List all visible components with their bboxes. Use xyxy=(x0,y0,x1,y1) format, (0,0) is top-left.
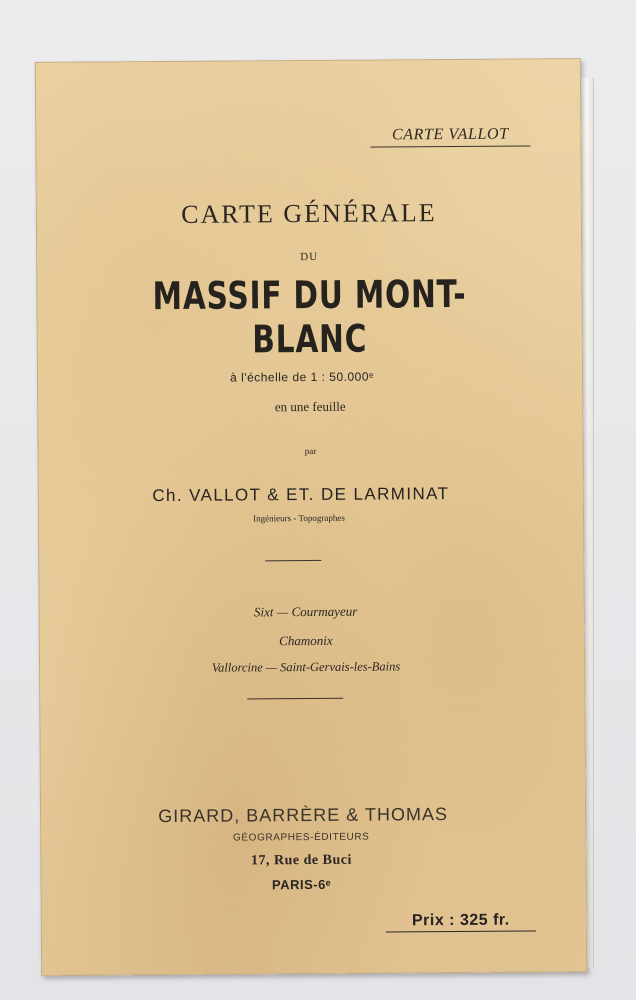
authors: Ch. VALLOT & ET. DE LARMINAT xyxy=(152,484,450,506)
main-title: MASSIF DU MONT-BLANC xyxy=(152,271,467,362)
scale-text: à l'échelle de 1 : 50.000ᵉ xyxy=(230,369,374,385)
publisher-street: 17, Rue de Buci xyxy=(250,852,352,869)
price-label: Prix : 325 fr. xyxy=(386,911,536,932)
authors-role: Ingénieurs - Topographes xyxy=(253,512,345,524)
divider-short xyxy=(265,560,321,561)
place-line-3: Vallorcine — Saint-Gervais-les-Bains xyxy=(211,659,401,675)
place-line-2: Chamonix xyxy=(279,632,333,649)
title-line-1: CARTE GÉNÉRALE xyxy=(181,198,437,229)
publisher: GIRARD, BARRÈRE & THOMAS xyxy=(158,804,449,827)
brand-label: CARTE VALLOT xyxy=(370,125,530,147)
publisher-city: PARIS-6ᵉ xyxy=(271,876,332,893)
publisher-role: GÉOGRAPHES-ÉDITEURS xyxy=(232,831,370,844)
map-cover xyxy=(35,58,587,976)
by-text: par xyxy=(304,445,317,457)
place-line-1: Sixt — Courmayeur xyxy=(253,603,358,620)
sheet-text: en une feuille xyxy=(274,398,346,415)
title-du: DU xyxy=(300,250,319,264)
divider-long xyxy=(247,698,343,700)
